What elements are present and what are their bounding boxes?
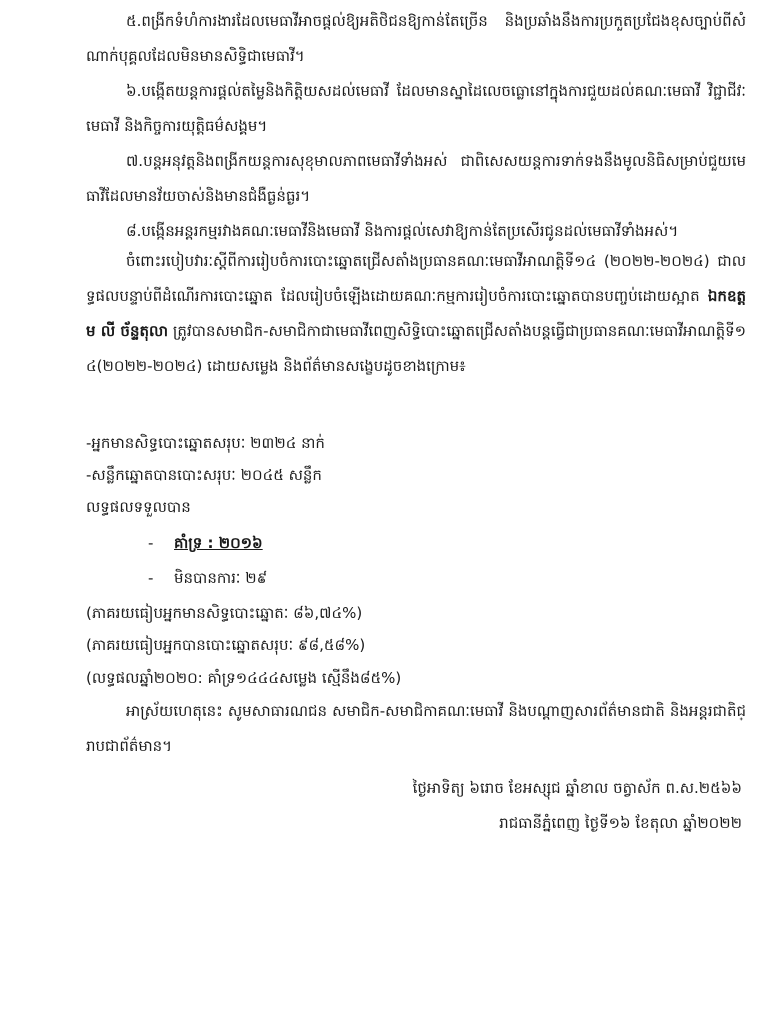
paragraph-item-5: ៥.ពង្រីកទំហំការងារដែលមេធាវីអាចផ្តល់ឱ្យអតិថិជនឱ្យកាន់តែច្រើន និងប្រឆាំងនឹងការប្រកួតប្រជែងខុសច្បាប់ពីសំណាក់បុគ្គលដែលមិនមានសិទ្ធិជាមេធាវី។	[86, 12, 746, 65]
results-label: លទ្ធផលទទួលបាន	[86, 498, 191, 516]
date-lunar: ថ្ងៃអាទិត្យ ៦រោច ខែអស្សុជ ឆ្នាំខាល ចត្វាស័ក ព.ស.២៥៦៦	[412, 779, 742, 797]
paragraph-election-result	[86, 244, 746, 384]
paragraph-item-7: ៧.បន្តអនុវត្តនិងពង្រីកយន្តការសុខុមាលភាពមេធាវីទាំងអស់ ជាពិសេសយន្តការទាក់ទងនឹងមូលនិធិសម្រាប់ជួយមេធាវីដែលមានវ័យចាស់និងមានជំងឺធ្ងន់ធ្ងរ។	[86, 152, 746, 205]
date-solar: រាជធានីភ្នំពេញ ថ្ងៃទី១៦ ខែតុលា ឆ្នាំ២០២២	[499, 814, 742, 832]
support-bullet: -	[148, 534, 154, 552]
result-2020: (លទ្ធផលឆ្នាំ២០២០: គាំទ្រ១៤៤៤សម្លេង ស្មើនឹង៨៥%)	[86, 669, 402, 687]
paragraph-item-8: ៨.បង្កើនអន្តរកម្មរវាងគណៈមេធាវីនិងមេធាវី និងការផ្តល់សេវាឱ្យកាន់តែប្រសើរជូនដល់មេធាវីទាំងអស់។	[126, 222, 679, 240]
support-votes	[148, 528, 263, 558]
ballots-cast: -សន្លឹកឆ្នោតបានបោះសរុបៈ ២០៤៥ សន្លឹក	[86, 466, 322, 484]
closing-paragraph: អាស្រ័យហេតុនេះ សូមសាធារណជន សមាជិក-សមាជិកាគណៈមេធាវី និងបណ្តាញសារព័ត៌មានជាតិ និងអន្តរជាតិជ្រាបជាព័ត៌មាន។	[86, 702, 746, 755]
paragraph-item-6: ៦.បង្កើតយន្តការផ្តល់តម្លៃនិងកិត្តិយសដល់មេធាវី ដែលមានស្នាដៃលេចធ្លោនៅក្នុងការជួយដល់គណៈមេធាវី វិជ្ជាជីវៈមេធាវី និងកិច្ចការយុត្តិធម៌សង្គម។	[86, 82, 746, 135]
invalid-votes	[148, 563, 267, 593]
invalid-value: មិនបានការៈ ២៩	[174, 569, 268, 587]
invalid-bullet: -	[148, 569, 154, 587]
election-text-after: ត្រូវបានសមាជិក-សមាជិកាជាមេធាវីពេញសិទ្ធិបោះឆ្នោតជ្រើសតាំងបន្តធ្វើជាប្រធានគណៈមេធាវីអាណត្តិទី១៤(២០២២-២០២៤) ដោយសម្លេង និងព័ត៌មានសង្ខេបដូចខាងក្រោម៖	[86, 322, 746, 375]
percent-of-eligible: (ភាគរយធៀបអ្នកមានសិទ្ធបោះឆ្នោតៈ ៨៦,៧៤%)	[86, 604, 363, 622]
support-value: គាំទ្រ : ២០១៦	[174, 534, 263, 552]
eligible-voters: -អ្នកមានសិទ្ធបោះឆ្នោតសរុបៈ ២៣២៤ នាក់	[86, 434, 325, 452]
election-text-before: ចំពោះរបៀបវារៈស្តីពីការរៀបចំការបោះឆ្នោតជ្រើសតាំងប្រធានគណៈមេធាវីអាណត្តិទី១៤ (២០២២-២០២៤) ជាលទ្ធផលបន្ទាប់ពីដំណើរការបោះឆ្នោត ដែលរៀបចំឡើងដោយគណៈកម្មការរៀបចំការបោះឆ្នោតបានបញ្ចប់ដោយស្អាត	[86, 252, 746, 305]
president-name: ឯកឧត្តម លី ច័ន្ទតុលា	[86, 287, 746, 340]
percent-of-cast: (ភាគរយធៀបអ្នកបានបោះឆ្នោតសរុបៈ ៩៨,៥៨%)	[86, 636, 366, 654]
